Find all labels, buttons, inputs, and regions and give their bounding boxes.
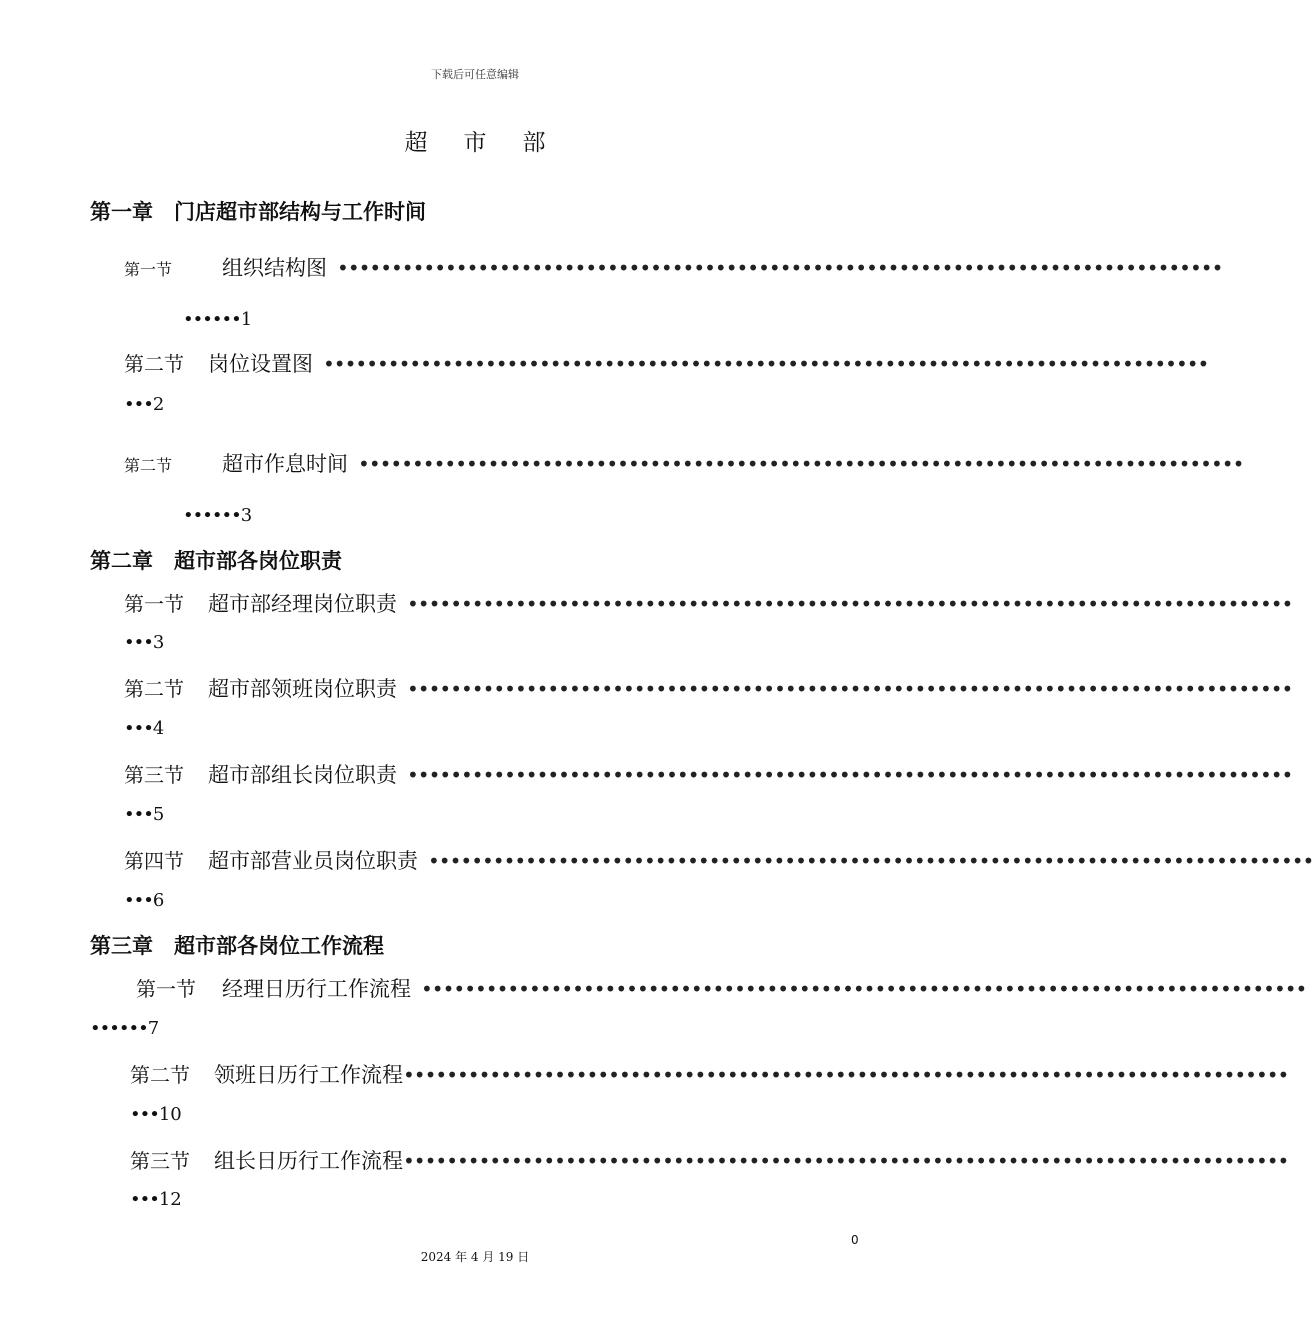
page-number: 10 <box>158 1104 182 1125</box>
toc-page-line: •••4 <box>124 718 165 739</box>
toc-entry[interactable] <box>130 1145 1289 1175</box>
section-label: 第一节 <box>136 977 196 1001</box>
page-number: 12 <box>158 1189 182 1210</box>
section-title: 经理日历行工作流程 <box>222 977 411 1001</box>
header-note: 下载后可任意编辑 <box>431 68 519 81</box>
toc-entry[interactable] <box>130 1059 1289 1089</box>
section-label: 第三节 <box>124 763 184 787</box>
document-title: 超市部 <box>404 130 582 156</box>
page-number: 2 <box>152 394 165 415</box>
toc-entry[interactable] <box>124 348 1209 378</box>
section-label: 第二节 <box>124 352 184 376</box>
dot-leader: •••••••••••••••••••••••••••••••••••••••••••••••••••••••••••••••••••••••••••••••••• <box>407 677 1293 701</box>
dot-leader: •••••••••••••••••••••••••••••••••••••••••••••••••••••••••••••••••••••••••••••••••• <box>407 592 1293 616</box>
section-label: 第二节 <box>124 456 173 475</box>
section-title: 超市作息时间 <box>222 452 349 476</box>
page-number: 7 <box>147 1018 160 1039</box>
toc-page-line: ••••••3 <box>183 505 253 526</box>
page-number: 3 <box>240 505 253 526</box>
section-label: 第四节 <box>124 849 184 873</box>
footer-date: 2024 年 4 月 19 日 <box>420 1250 530 1264</box>
section-label: 第二节 <box>130 1063 190 1087</box>
toc-page-line: •••6 <box>124 890 165 911</box>
toc-entry[interactable] <box>124 845 1313 875</box>
section-title: 超市部组长岗位职责 <box>208 763 397 787</box>
chapter-1-heading: 第一章 门店超市部结构与工作时间 <box>90 200 426 224</box>
section-title: 超市部领班岗位职责 <box>208 677 397 701</box>
section-title: 组长日历行工作流程 <box>214 1149 403 1173</box>
dot-leader: •••••••••••••••••••••••••••••••••••••••••••••••••••••••••••••••••••••••••••••••••• <box>428 849 1313 873</box>
toc-page-line: •••2 <box>124 394 165 415</box>
chapter-3-heading: 第三章 超市部各岗位工作流程 <box>90 934 384 958</box>
dot-leader: •••••••••••••••••••••••••••••••••••••••••••••••••••••••••••••••••••••••••••••••••• <box>407 763 1293 787</box>
section-title: 组织结构图 <box>222 256 328 280</box>
toc-entry[interactable] <box>124 252 1223 282</box>
section-title: 超市部营业员岗位职责 <box>208 849 418 873</box>
page-number: 1 <box>240 309 253 330</box>
toc-entry[interactable] <box>136 973 1307 1003</box>
page-number: 5 <box>152 804 165 825</box>
section-title: 领班日历行工作流程 <box>214 1063 403 1087</box>
section-label: 第一节 <box>124 260 173 279</box>
toc-entry[interactable] <box>124 448 1244 478</box>
toc-page-line: •••12 <box>130 1189 182 1210</box>
section-label: 第二节 <box>124 677 184 701</box>
toc-page-line: •••5 <box>124 804 165 825</box>
dot-leader: •••••••••••••••••••••••••••••••••••••••••••••••••••••••••••••••••••••••••••••••••• <box>323 352 1209 376</box>
dot-leader: •••••••••••••••••••••••••••••••••••••••••••••••••••••••••••••••••••••••••••••••••• <box>421 977 1307 1001</box>
toc-page-line: •••3 <box>124 632 165 653</box>
toc-page-line: ••••••1 <box>183 309 253 330</box>
dot-leader: •••••••••••••••••••••••••••••••••••••••••••••••••••••••••••••••••••••••••••••••••• <box>358 452 1244 476</box>
page-number: 4 <box>152 718 165 739</box>
toc-entry[interactable] <box>124 759 1293 789</box>
section-title: 岗位设置图 <box>208 352 313 376</box>
toc-page-line: ••••••7 <box>90 1018 160 1039</box>
dot-leader: •••••••••••••••••••••••••••••••••••••••••••••••••••••••••••••••••••••••••••••••••• <box>337 256 1223 280</box>
page-number: 3 <box>152 632 165 653</box>
toc-entry[interactable] <box>124 673 1293 703</box>
toc-page-line: •••10 <box>130 1104 182 1125</box>
page-number: 6 <box>152 890 165 911</box>
section-label: 第一节 <box>124 592 184 616</box>
section-label: 第三节 <box>130 1149 190 1173</box>
chapter-2-heading: 第二章 超市部各岗位职责 <box>90 549 342 573</box>
dot-leader: •••••••••••••••••••••••••••••••••••••••••••••••••••••••••••••••••••••••••••••••••• <box>403 1149 1289 1173</box>
footer-page-number: 0 <box>851 1233 859 1247</box>
toc-entry[interactable] <box>124 588 1293 618</box>
section-title: 超市部经理岗位职责 <box>208 592 397 616</box>
dot-leader: •••••••••••••••••••••••••••••••••••••••••••••••••••••••••••••••••••••••••••••••••• <box>403 1063 1289 1087</box>
